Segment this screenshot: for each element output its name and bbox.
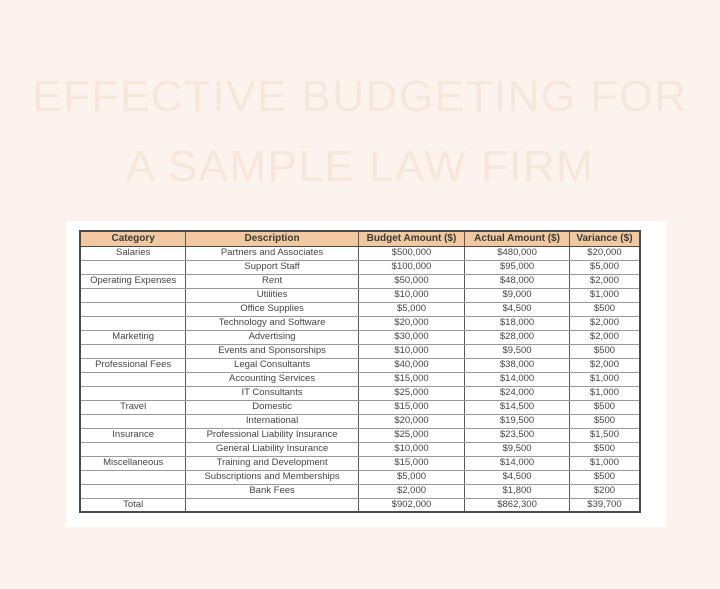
table-row	[80, 414, 640, 428]
cell-variance: $500	[569, 470, 640, 484]
cell-category	[80, 484, 186, 498]
cell-budget: $10,000	[358, 344, 464, 358]
table-row	[80, 428, 640, 442]
cell-actual: $23,500	[465, 428, 570, 442]
cell-category: Travel	[80, 400, 186, 414]
budget-table-body	[80, 246, 640, 512]
cell-budget: $500,000	[358, 246, 464, 260]
cell-variance: $2,000	[569, 274, 640, 288]
cell-variance: $1,000	[569, 288, 640, 302]
cell-description: Accounting Services	[186, 372, 358, 386]
cell-variance: $1,000	[569, 456, 640, 470]
cell-budget: $25,000	[358, 428, 464, 442]
cell-budget: $10,000	[358, 288, 464, 302]
cell-variance: $39,700	[569, 498, 640, 512]
table-row	[80, 246, 640, 260]
cell-description: Support Staff	[186, 260, 358, 274]
table-row	[80, 316, 640, 330]
cell-description: IT Consultants	[186, 386, 358, 400]
cell-category	[80, 288, 186, 302]
cell-actual: $14,500	[465, 400, 570, 414]
header-category: Category	[80, 231, 186, 246]
cell-variance: $500	[569, 344, 640, 358]
cell-variance: $500	[569, 400, 640, 414]
cell-actual: $24,000	[465, 386, 570, 400]
cell-variance: $2,000	[569, 358, 640, 372]
cell-actual: $28,000	[465, 330, 570, 344]
table-row	[80, 330, 640, 344]
cell-category	[80, 442, 186, 456]
cell-budget: $15,000	[358, 372, 464, 386]
cell-description: International	[186, 414, 358, 428]
header-description: Description	[186, 231, 358, 246]
cell-budget: $15,000	[358, 400, 464, 414]
cell-actual: $480,000	[465, 246, 570, 260]
cell-actual: $38,000	[465, 358, 570, 372]
cell-budget: $2,000	[358, 484, 464, 498]
cell-budget: $15,000	[358, 456, 464, 470]
header-actual: Actual Amount ($)	[465, 231, 570, 246]
table-row	[80, 400, 640, 414]
cell-budget: $40,000	[358, 358, 464, 372]
cell-description: Bank Fees	[186, 484, 358, 498]
cell-category: Professional Fees	[80, 358, 186, 372]
cell-category: Miscellaneous	[80, 456, 186, 470]
page-title-line2: A SAMPLE LAW FIRM	[125, 142, 595, 191]
cell-description: Legal Consultants	[186, 358, 358, 372]
cell-description: Domestic	[186, 400, 358, 414]
cell-category	[80, 414, 186, 428]
cell-actual: $48,000	[465, 274, 570, 288]
cell-actual: $95,000	[465, 260, 570, 274]
cell-description: Rent	[186, 274, 358, 288]
cell-actual: $4,500	[465, 470, 570, 484]
table-row	[80, 498, 640, 512]
cell-variance: $200	[569, 484, 640, 498]
cell-description: Partners and Associates	[186, 246, 358, 260]
cell-budget: $5,000	[358, 470, 464, 484]
table-row	[80, 470, 640, 484]
cell-actual: $14,000	[465, 372, 570, 386]
budget-table	[79, 230, 641, 513]
cell-variance: $1,000	[569, 386, 640, 400]
cell-actual: $19,500	[465, 414, 570, 428]
cell-actual: $4,500	[465, 302, 570, 316]
cell-budget: $902,000	[358, 498, 464, 512]
cell-description: General Liability Insurance	[186, 442, 358, 456]
table-row	[80, 484, 640, 498]
table-panel	[66, 221, 666, 527]
cell-description: Office Supplies	[186, 302, 358, 316]
cell-actual: $9,500	[465, 344, 570, 358]
cell-variance: $500	[569, 414, 640, 428]
cell-variance: $1,500	[569, 428, 640, 442]
cell-category	[80, 470, 186, 484]
header-budget: Budget Amount ($)	[358, 231, 464, 246]
cell-variance: $2,000	[569, 316, 640, 330]
cell-budget: $50,000	[358, 274, 464, 288]
cell-variance: $1,000	[569, 372, 640, 386]
cell-budget: $10,000	[358, 442, 464, 456]
table-row	[80, 302, 640, 316]
cell-category	[80, 302, 186, 316]
cell-budget: $30,000	[358, 330, 464, 344]
header-row	[80, 231, 640, 246]
cell-actual: $18,000	[465, 316, 570, 330]
table-row	[80, 442, 640, 456]
table-row	[80, 456, 640, 470]
cell-description	[186, 498, 358, 512]
cell-budget: $25,000	[358, 386, 464, 400]
cell-description: Events and Sponsorships	[186, 344, 358, 358]
cell-category	[80, 316, 186, 330]
cell-actual: $862,300	[465, 498, 570, 512]
cell-category: Marketing	[80, 330, 186, 344]
cell-category: Operating Expenses	[80, 274, 186, 288]
table-row	[80, 358, 640, 372]
cell-description: Training and Development	[186, 456, 358, 470]
cell-variance: $2,000	[569, 330, 640, 344]
page-title	[0, 62, 720, 202]
cell-description: Utilities	[186, 288, 358, 302]
table-row	[80, 274, 640, 288]
cell-description: Subscriptions and Memberships	[186, 470, 358, 484]
cell-budget: $20,000	[358, 316, 464, 330]
table-row	[80, 288, 640, 302]
cell-actual: $9,000	[465, 288, 570, 302]
cell-actual: $9,500	[465, 442, 570, 456]
cell-description: Professional Liability Insurance	[186, 428, 358, 442]
cell-budget: $5,000	[358, 302, 464, 316]
cell-description: Advertising	[186, 330, 358, 344]
cell-category	[80, 344, 186, 358]
table-row	[80, 260, 640, 274]
cell-actual: $14,000	[465, 456, 570, 470]
cell-budget: $100,000	[358, 260, 464, 274]
cell-variance: $500	[569, 302, 640, 316]
cell-variance: $20,000	[569, 246, 640, 260]
cell-category: Insurance	[80, 428, 186, 442]
table-row	[80, 386, 640, 400]
cell-actual: $1,800	[465, 484, 570, 498]
cell-category	[80, 372, 186, 386]
table-row	[80, 344, 640, 358]
cell-category	[80, 386, 186, 400]
cell-variance: $500	[569, 442, 640, 456]
cell-description: Technology and Software	[186, 316, 358, 330]
table-row	[80, 372, 640, 386]
cell-category: Total	[80, 498, 186, 512]
budget-table-header	[80, 231, 640, 246]
cell-budget: $20,000	[358, 414, 464, 428]
cell-category	[80, 260, 186, 274]
cell-category: Salaries	[80, 246, 186, 260]
cell-variance: $5,000	[569, 260, 640, 274]
header-variance: Variance ($)	[569, 231, 640, 246]
page-title-line1: EFFECTIVE BUDGETING FOR	[32, 72, 688, 121]
